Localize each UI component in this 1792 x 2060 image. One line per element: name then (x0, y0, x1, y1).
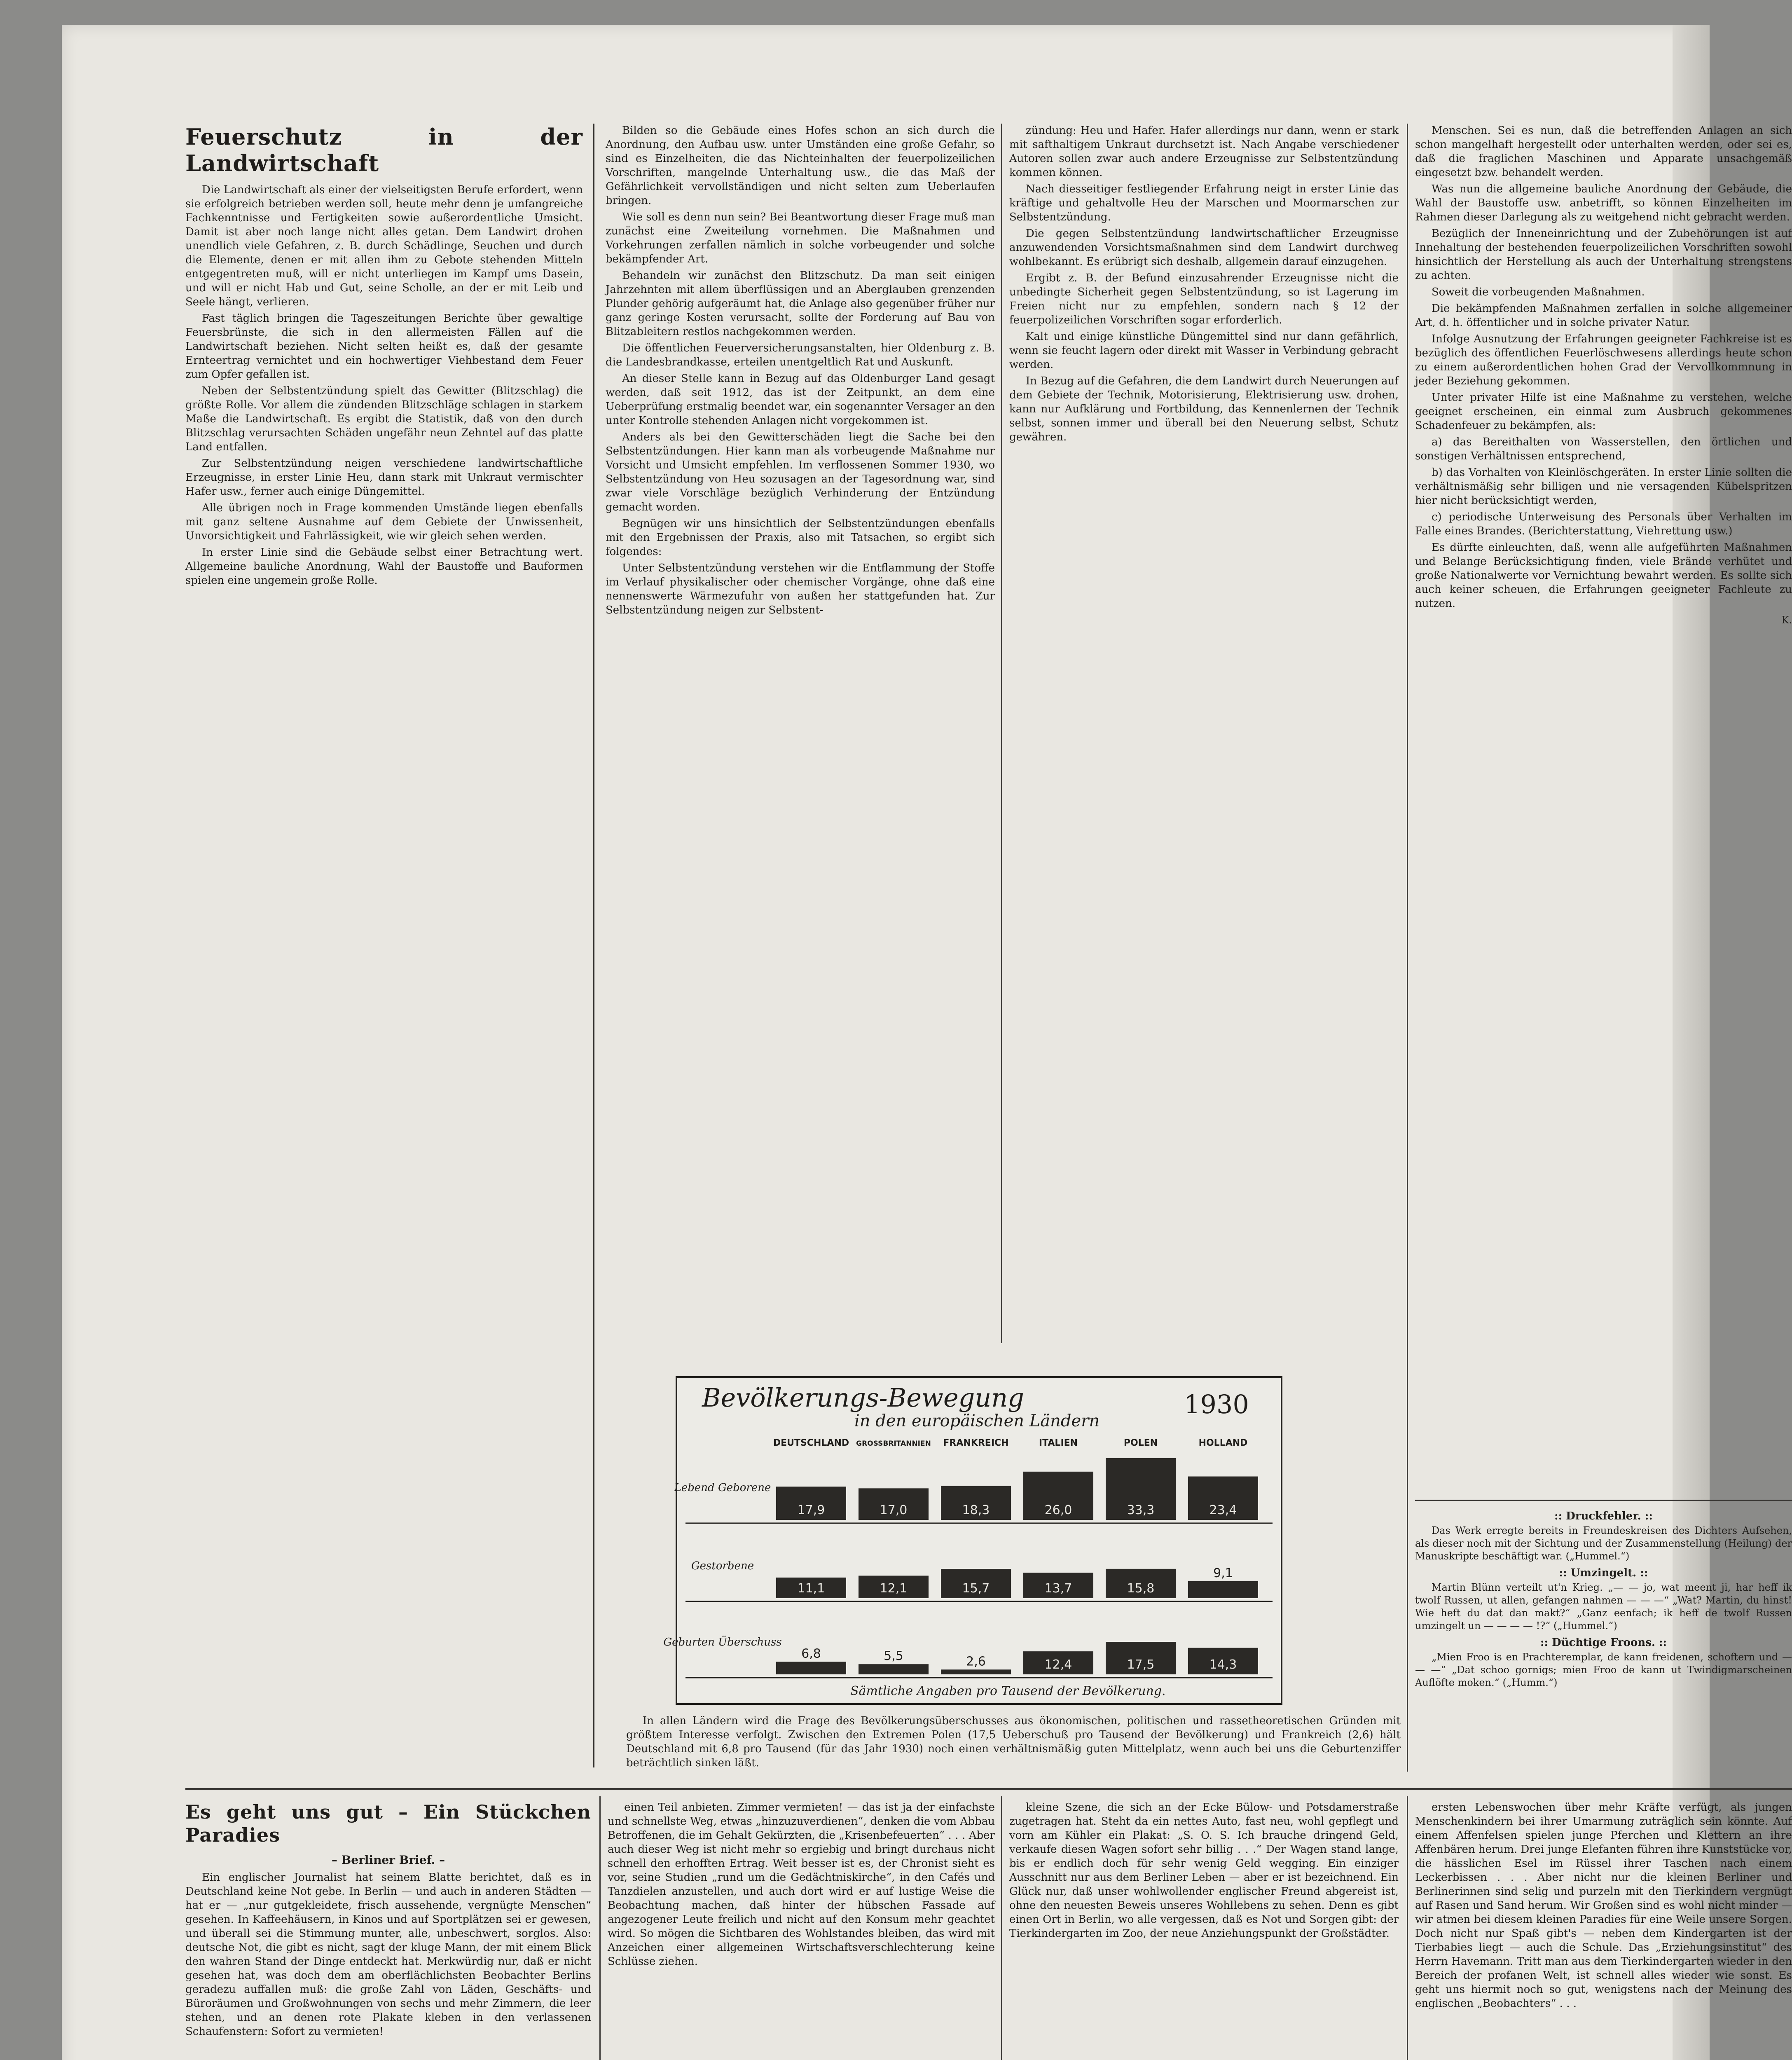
chart-svg (663, 1378, 1281, 1703)
column-rule (1001, 1796, 1002, 2060)
notices-column (1415, 1506, 1792, 1790)
paragraph: Ein englischer Journalist hat seinem Blatte berichtet, daß es in Deutschland keine Not gebe. In Berlin — und auch in anderen Städten — hat er — „nur gutgekleidete, frisch aussehende, vergnügte Menschen“ gesehen. In Kaffeehäusern, in Kinos und auf Sportplätzen sei er gewesen, und überall sei die Stimmung munter, alle, unbeschwert, sorglos. Also: deutsche Not, die gibt es nicht, sagt der kluge Mann, der mit einem Blick den wahren Stand der Dinge entdeckt hat. Merkwürdig nur, daß er nicht gesehen hat, was doch dem am oberflächlichsten Beobachter Berlins geradezu auffallen muß: die große Zahl von Läden, Geschäfts- und Büroräumen und Großwohnungen von sechs und mehr Zimmern, die leer stehen, und an denen rote Plakate kleben in den verlassenen Schaufenstern: Sofort zu vermieten! (185, 1871, 591, 2038)
chart-series-label: Geburten Überschuss (663, 1636, 782, 1648)
paragraph: Wie soll es denn nun sein? Bei Beantwortung dieser Frage muß man zunächst eine Zweiteilung vornehmen. Die Maßnahmen und Vorkehrungen zerfallen nämlich in solche vorbeugender und solche bekämpfender Art. (606, 211, 995, 265)
paragraph: Kalt und einige künstliche Düngemittel sind nur dann gefährlich, wenn sie feucht lagern oder direkt mit Wasser in Verbindung gebracht werden. (1009, 330, 1399, 371)
population-chart (663, 1376, 1282, 1705)
chart-data-label: 26,0 (1044, 1503, 1072, 1517)
list-item: c) periodische Unterweisung des Personals über Verhalten im Falle eines Brandes. (Berichterstattung, Viehrettung usw.) (1415, 511, 1792, 537)
paragraph: Fast täglich bringen die Tageszeitungen Berichte über gewaltige Feuersbrünste, die sich in den allermeisten Fällen auf die Landwirtschaft beziehen. Nicht selten heißt es, daß der gesamte Ernteertrag vernichtet und ein hochwertiger Viehbestand dem Feuer zum Opfer gefallen ist. (185, 312, 583, 381)
newspaper-page (62, 25, 1792, 2060)
chart-footnote: Sämtliche Angaben pro Tausend der Bevölkerung. (850, 1684, 1166, 1698)
chart-data-label: 13,7 (1044, 1581, 1072, 1596)
paragraph: ersten Lebenswochen über mehr Kräfte verfügt, als jungen Menschenkindern bei ihrer Umarmung zuträglich sein könnte. Auf einem Affenfelsen spielen junge Pferchen und Klettern an ihre Affenbären herum. Drei junge Elefanten führen ihre Kunststücke vor, die hässlichen Esel im Rüssel ihrer Taschen nach einem Leckerbissen . . . Aber nicht nur die kleinen Berliner und Berlinerinnen sind selig und purzeln mit den Tierkindern vergnügt auf Rasen und Sand herum. Wir Großen sind es wohl nicht minder — wir atmen bei diesem kleinen Paradies für eine Weile unsere Sorgen. Doch nicht nur Spaß gibt's — neben dem Kindergarten ist der Tierbabies liegt — auch die Schule. Das „Erziehungsinstitut“ des Herrn Havemann. Tritt man aus dem Tierkindergarten wieder in den Bereich der profanen Welt, ist schnell alles wieder wie sonst. Es geht uns hiermit noch so gut, wenigstens nach der Meinung des englischen „Beobachters“ . . . (1415, 1801, 1792, 2010)
chart-subtitle: in den europäischen Ländern (854, 1412, 1100, 1430)
paragraph: Die öffentlichen Feuerversicherungsanstalten, hier Oldenburg z. B. die Landesbrandkasse, erteilen unentgeltlich Rat und Auskunft. (606, 342, 995, 368)
paragraph: Nach diesseitiger festliegender Erfahrung neigt in erster Linie das kräftige und gehaltvolle Heu der Marschen und Moormarschen zur Selbstentzündung. (1009, 183, 1399, 223)
chart-category-label: DEUTSCHLAND (773, 1438, 849, 1448)
chart-bar (1188, 1581, 1258, 1598)
chart-data-label: 5,5 (884, 1649, 903, 1664)
chart-year: 1930 (1184, 1389, 1249, 1419)
paragraph: Begnügen wir uns hinsichtlich der Selbstentzündungen ebenfalls mit den Ergebnissen der Praxis, also mit Tatsachen, so ergibt sich folgendes: (606, 517, 995, 558)
paragraph: Die bekämpfenden Maßnahmen zerfallen in solche allgemeiner Art, d. h. öffentlicher und in solche privater Natur. (1415, 302, 1792, 329)
paragraph: Was nun die allgemeine bauliche Anordnung der Gebäude, die Wahl der Baustoffe usw. anbetrifft, so können Einzelheiten im Rahmen dieser Darlegung als zu weitgehend nicht gebracht werden. (1415, 183, 1792, 223)
chart-data-label: 17,0 (880, 1503, 908, 1517)
column-rule (593, 124, 594, 1767)
chart-data-label: 9,1 (1213, 1566, 1233, 1581)
chart-category-label: HOLLAND (1198, 1438, 1248, 1448)
chart-data-label: 12,1 (880, 1581, 908, 1596)
chart-data-label: 6,8 (801, 1646, 821, 1661)
paragraph: Menschen. Sei es nun, daß die betreffenden Anlagen an sich schon mangelhaft hergestellt oder unterhalten werden, oder sei es, daß die fraglichen Maschinen und Apparate unsachgemäß eingesetzt bzw. behandelt werden. (1415, 124, 1792, 179)
chart-data-label: 2,6 (966, 1654, 986, 1669)
paragraph: einen Teil anbieten. Zimmer vermieten! — das ist ja der einfachste und schnellste Weg, etwas „hinzuzuverdienen“, denken die vom Abbau Betroffenen, die im Gehalt Gekürzten, die „Krisenbefeuerten“ . . . Aber auch dieser Weg ist nicht mehr so ergiebig und bringt durchaus nicht schnell den erhofften Ertrag. Weit besser ist es, der Chronist sieht es vor, seine Studien „rund um die Gedächtniskirche“, in den Cafés und Tanzdielen anzustellen, und auch dort wird er auf lustige Weise die Beobachtung machen, daß hinter der hübschen Fassade auf angezogener Leute freilich und nicht auf den Konsum mehr geachtet wird. So mögen die Sichtbaren des Wohlstandes bleiben, das wird mit Anzeichen einer allgemeinen Wirtschaftsverschlechterung keine Schlüsse ziehen. (608, 1801, 995, 1968)
notice-text: „Mien Froo is en Prachteremplar, de kann freidenen, schoftern und — — —“ „Dat schoo gornigs; mien Froo de kann ut Twindigmarscheinen Auflöfte moken.“ („Humm.“) (1415, 1651, 1792, 1688)
article-column-4 (1415, 124, 1792, 1496)
bottom-article-headline: Es geht uns gut – Ein Stückchen Paradies (185, 1801, 591, 1846)
article-left-column (185, 124, 583, 1784)
bottom-article-column-3 (1009, 1800, 1399, 2060)
section-divider (185, 1788, 1792, 1790)
paragraph: Unter privater Hilfe ist eine Maßnahme zu verstehen, welche geeignet erscheinen, ein einmal zum Ausbruch gekommenes Schadenfeuer zu bekämpfen, als: (1415, 391, 1792, 432)
paragraph: Alle übrigen noch in Frage kommenden Umstände liegen ebenfalls mit ganz seltene Ausnahme auf dem Gebiete der Unwissenheit, Unvorsichtigkeit und Fahrlässigkeit, wie wir gleich sehen werden. (185, 502, 583, 542)
chart-category-label: GROSSBRITANNIEN (856, 1440, 931, 1448)
chart-data-label: 11,1 (797, 1581, 825, 1596)
chart-category-label: FRANKREICH (943, 1438, 1009, 1448)
bottom-article-column-1 (185, 1800, 591, 2060)
paragraph: Soweit die vorbeugenden Maßnahmen. (1432, 286, 1645, 298)
paragraph: Bezüglich der Inneneinrichtung und der Zubehörungen ist auf Innehaltung der bestehenden feuerpolizeilichen Vorschriften sowohl hinsichtlich der Herstellung als auch der Unterhaltung strengstens zu achten. (1415, 227, 1792, 282)
bottom-article-column-4 (1415, 1800, 1792, 2060)
column-rule (599, 1796, 601, 2060)
chart-title: Bevölkerungs-Bewegung (702, 1383, 1024, 1413)
chart-data-label: 17,9 (797, 1503, 825, 1517)
chart-data-label: 33,3 (1127, 1503, 1155, 1517)
paragraph: In erster Linie sind die Gebäude selbst einer Betrachtung wert. Allgemeine bauliche Anordnung, Wahl der Baustoffe und Bauformen spielen eine ungemein große Rolle. (185, 546, 583, 587)
column-rule (1407, 1796, 1408, 2060)
chart-caption: In allen Ländern wird die Frage des Bevölkerungsüberschusses aus ökonomischen, politischen und rassetheoretischen Gründen mit größtem Interesse verfolgt. Zwischen den Extremen Polen (17,5 Ueberschuß pro Tausend der Bevölkerung) und Frankreich (2,6) hält Deutschland mit 6,8 pro Tausend (für das Jahr 1930) noch einen verhältnismäßig guten Mittelplatz, wenn auch bei uns die Geburtenziffer beträchtlich sinken läßt. (626, 1715, 1401, 1769)
paragraph: Zur Selbstentzündung neigen verschiedene landwirtschaftliche Erzeugnisse, in erster Linie Heu, dann stark mit Unkraut vermischter Hafer usw., ferner auch einige Düngemittel. (185, 457, 583, 498)
chart-category-label: POLEN (1123, 1438, 1158, 1448)
paragraph: Neben der Selbstentzündung spielt das Gewitter (Blitzschlag) die größte Rolle. Vor allem die zündenden Blitzschläge schlagen in starkem Maße die Landwirtschaft. Es ergibt die Statistik, daß von den durch Blitzschlag verursachten Schäden ungefähr neun Zehntel auf das platte Land entfallen. (185, 385, 583, 453)
article-column-2 (606, 124, 995, 1343)
paragraph: Die Landwirtschaft als einer der vielseitigsten Berufe erfordert, wenn sie erfolgreich betrieben werden soll, heute mehr denn je umfangreiche Fachkenntnisse und Fertigkeiten sowie außerordentliche Umsicht. Damit ist aber noch lange nicht alles getan. Dem Landwirt drohen unendlich viele Gefahren, z. B. durch Schädlinge, Seuchen und durch die Elemente, denen er mit allen ihm zu Gebote stehenden Mitteln entgegentreten muß, will er nicht unterliegen im Kampf ums Dasein, und will er nicht Hab und Gut, seine Scholle, an der er mit Leib und Seele hängt, verlieren. (185, 184, 583, 308)
notice-title: :: Druckfehler. :: (1554, 1510, 1653, 1522)
chart-category-label: ITALIEN (1039, 1438, 1078, 1448)
paragraph: In Bezug auf die Gefahren, die dem Landwirt durch Neuerungen auf dem Gebiete der Technik, Motorisierung, Elektrisierung usw. drohen, kann nur Aufklärung und Fortbildung, das Kennenlernen der Technik selbst, sonnen immer und überall bei den Neuerung selbst, Schutz gewähren. (1009, 375, 1399, 443)
notice-text: Martin Blünn verteilt ut'n Krieg. „— — jo, wat meent ji, har heff ik twolf Russen, ut allen, gefangen nahmen — — —“ „Wat? Martin, du hinst! Wie heft du dat dan makt?“ „Ganz eenfach; ik heff de twolf Russen umzingelt un — — — — !?“ („Hummel.“) (1415, 1582, 1792, 1632)
bottom-article-subhead: – Berliner Brief. – (331, 1853, 445, 1867)
paragraph: Ergibt z. B. der Befund einzusahrender Erzeugnisse nicht die unbedingte Sicherheit gegen Selbstentzündung, so ist Lagerung im Freien nicht nur zu empfehlen, sondern nach § 12 der feuerpolizeilichen Vorschriften sogar erforderlich. (1009, 272, 1399, 326)
paragraph: Unter Selbstentzündung verstehen wir die Entflammung der Stoffe im Verlauf physikalischer oder chemischer Vorgänge, ohne daß eine nennenswerte Wärmezufuhr von außen her stattgefunden hat. Zur Selbstentzündung neigen zur Selbstent- (606, 562, 995, 616)
paragraph: An dieser Stelle kann in Bezug auf das Oldenburger Land gesagt werden, daß seit 1912, das ist der Zeitpunkt, an dem eine Ueberprüfung erstmalig beendet war, ein sogenannter Versager an den unter Kontrolle stehenden Anlagen nicht vorgekommen ist. (606, 372, 995, 427)
column-rule (1407, 124, 1408, 1772)
paragraph: Behandeln wir zunächst den Blitzschutz. Da man seit einigen Jahrzehnten mit allem überflüssigen und an Aberglauben grenzenden Plunder gehörig aufgeräumt hat, die Anlage also gegenüber früher nur ganz geringe Kosten verursacht, sollte der Forderung auf Bau von Blitzableitern restlos nachgekommen werden. (606, 269, 995, 338)
chart-data-label: 23,4 (1209, 1503, 1237, 1517)
paragraph: Anders als bei den Gewitterschäden liegt die Sache bei den Selbstentzündungen. Hier kann man als vorbeugende Maßnahme nur Vorsicht und Umsicht empfehlen. Im verflossenen Sommer 1930, wo Selbstentzündung von Heu sozusagen an der Tagesordnung war, sind zwar viele Vorschläge bezüglich Verhinderung der Entzündung gemacht worden. (606, 431, 995, 513)
chart-series-label: Lebend Geborene (674, 1482, 771, 1494)
chart-data-label: 18,3 (962, 1503, 990, 1517)
chart-data-label: 15,8 (1127, 1581, 1155, 1596)
paragraph: kleine Szene, die sich an der Ecke Bülow- und Potsdamerstraße zugetragen hat. Steht da ein nettes Auto, fast neu, wohl gepflegt und vorn am Kühler ein Plakat: „S. O. S. Ich brauche dringend Geld, verkaufe diesen Wagen sofort sehr billig . . .“ Der Wagen stand lange, bis er endlich doch für sehr wenig Geld wegging. Ein einziger Ausschnitt nur aus dem Berliner Leben — aber er ist bezeichnend. Ein Glück nur, daß unser wohlwollender englischer Freund abgereist ist, ohne den neuesten Beweis unseres Wohllebens zu sehen. Denn es gibt einen Ort in Berlin, wo alle vergessen, daß es Not und Sorgen gibt: der Tierkindergarten im Zoo, der neue Anziehungspunkt der Großstädter. (1009, 1801, 1399, 1940)
bottom-article-column-2 (608, 1800, 995, 2060)
paragraph: Bilden so die Gebäude eines Hofes schon an sich durch die Anordnung, den Aufbau usw. unter Umständen eine große Gefahr, so sind es Einzelheiten, die das Nichteinhalten der feuerpolizeilichen Vorschriften, mangelnde Unterhaltung usw., die das Maß der Gefährlichkeit vervollständigen und nicht selten zum Ueberlaufen bringen. (606, 124, 995, 207)
chart-bar (776, 1662, 846, 1674)
chart-data-label: 17,5 (1127, 1657, 1155, 1672)
chart-bar (941, 1669, 1011, 1674)
article-column-3 (1009, 124, 1399, 1343)
chart-data-label: 15,7 (962, 1581, 990, 1596)
notice-title: :: Umzingelt. :: (1559, 1567, 1648, 1579)
author-credit: K. (1781, 614, 1792, 626)
paragraph: zündung: Heu und Hafer. Hafer allerdings nur dann, wenn er stark mit safthaltigem Unkraut durchsetzt ist. Nach Angabe verschiedener Autoren sollen zwar auch andere Erzeugnisse zur Selbstentzündung kommen können. (1009, 124, 1399, 179)
article-headline: Feuerschutz in der Landwirtschaft (185, 124, 583, 176)
chart-bar (859, 1664, 929, 1674)
paragraph: Infolge Ausnutzung der Erfahrungen geeigneter Fachkreise ist es bezüglich des öffentlichen Feuerlöschwesens allerdings heute schon zu einem außerordentlichen hohen Grad der Vervollkommnung in jeder Beziehung gekommen. (1415, 333, 1792, 387)
paragraph: Es dürfte einleuchten, daß, wenn alle aufgeführten Maßnahmen und Belange Berücksichtigung finden, viele Brände verhütet und große Nationalwerte vor Vernichtung bewahrt werden. Es sollte sich auch keiner scheuen, die Erfahrungen geeigneter Fachleute zu nutzen. (1415, 541, 1792, 610)
list-item: a) das Bereithalten von Wasserstellen, den örtlichen und sonstigen Verhältnissen entsprechend, (1415, 436, 1792, 462)
notice-text: Das Werk erregte bereits in Freundeskreisen des Dichters Aufsehen, als dieser noch mit der Sichtung und der Zusammenstellung (Heilung) der Manuskripte beschäftigt war. („Hummel.“) (1415, 1525, 1792, 1562)
notice-title: :: Düchtige Froons. :: (1540, 1636, 1667, 1649)
chart-data-label: 12,4 (1044, 1657, 1072, 1672)
paragraph: Die gegen Selbstentzündung landwirtschaftlicher Erzeugnisse anzuwendenden Vorsichtsmaßnahmen sind dem Landwirt durchweg wohlbekannt. Es erübrigt sich deshalb, allgemein darauf einzugehen. (1009, 227, 1399, 268)
list-item: b) das Vorhalten von Kleinlöschgeräten. In erster Linie sollten die verhältnismäßig sehr billigen und nie versagenden Kübelspritzen hier nicht berücksichtigt werden, (1415, 466, 1792, 507)
chart-data-label: 14,3 (1209, 1657, 1237, 1672)
section-rule (1415, 1500, 1792, 1501)
column-rule (1001, 124, 1002, 1343)
chart-series-label: Gestorbene (691, 1560, 754, 1572)
